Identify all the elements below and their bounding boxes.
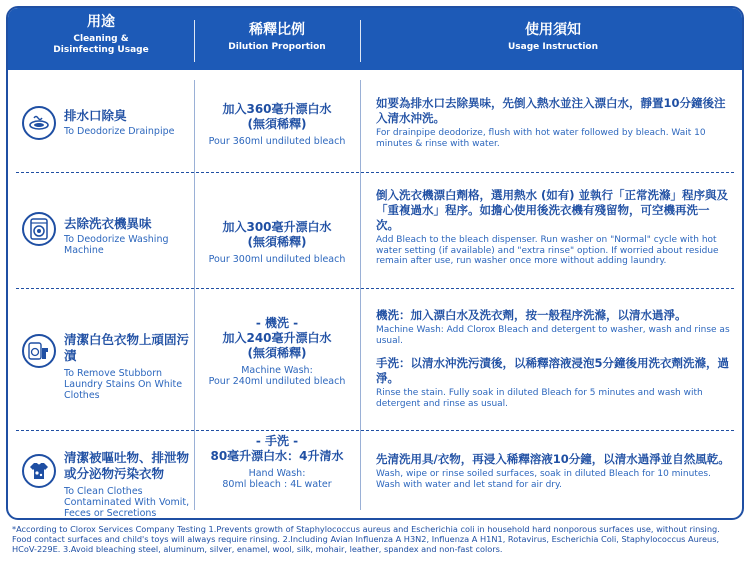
instruction-zh: 先清洗用具/衣物，再浸入稀釋溶液10分鐘，以清水過淨並自然風乾。 [376,452,730,466]
usage-title-en: To Deodorize Washing Machine [64,234,169,256]
table-row [8,432,742,520]
instruction-zh: 倒入洗衣機漂白劑格，選用熱水 (如有) 並執行「正常洗滌」程序與及「重複過水」程序。如擔心使用後洗衣機有殘留物，可空機再洗一次。 [376,188,729,232]
instruction-cell [376,188,732,267]
dilution-cell [194,220,360,265]
header-dilution-zh: 稀釋比例 [249,22,305,38]
dilution-en: Machine Wash: Pour 240ml undiluted bleach [208,365,346,387]
instruction-en: For drainpipe deodorize, flush with hot water followed by bleach. Wait 10 minutes & rinse with water. [376,128,706,149]
dilution-cell [194,316,360,387]
row-divider [16,288,734,289]
usage-title-zh: 清潔被嘔吐物、排泄物或分泌物污染衣物 [64,450,190,481]
table-row [8,174,742,294]
header-instruction-zh: 使用須知 [525,22,581,38]
header-instruction-en: Usage Instruction [508,42,598,52]
instruction-en: Machine Wash: Add Clorox Bleach and detergent to washer, wash and rinse as usual. [376,325,730,346]
dilution-en: Pour 360ml undiluted bleach [208,136,346,147]
row-divider [16,430,734,431]
table-header [8,8,742,70]
header-usage-en: Cleaning & Disinfecting Usage [53,34,149,55]
header-usage-zh: 用途 [87,14,115,30]
header-usage [8,8,194,70]
instruction-cell [376,452,732,490]
dilution-zh: - 手洗 - 80毫升漂白水：4升清水 [210,434,344,463]
instruction-en: Wash, wipe or rinse soiled surfaces, soak in diluted Bleach for 10 minutes. Wash with water and let stand for air dry. [376,469,711,490]
instruction-zh: 機洗：加入漂白水及洗衣劑，按一般程序洗滌，以清水過淨。 [376,308,687,322]
dilution-en: Hand Wash: 80ml bleach : 4L water [222,468,332,490]
dilution-en: Pour 300ml undiluted bleach [208,254,346,265]
table-row [8,290,742,428]
dilution-cell [194,102,360,147]
usage-title-en: To Clean Clothes Contaminated With Vomit, Feces or Secretions [64,486,190,519]
usage-title-zh: 去除洗衣機異味 [64,216,152,231]
usage-title-zh: 清潔白色衣物上頑固污漬 [64,332,190,363]
instruction-hand-wash-en: Rinse the stain. Fully soak in diluted Bleach for 5 minutes and wash with detergent and rinse as usual. [376,388,703,409]
stained-shirt-icon [22,454,56,488]
table-row [8,70,742,172]
instruction-hand-wash-zh: 手洗：以清水沖洗污漬後，以稀釋溶液浸泡5分鐘後用洗衣劑洗滌，過淨。 [376,356,729,385]
dilution-zh: - 機洗 - 加入240毫升漂白水 (無須稀釋) [222,316,332,360]
footnote: *According to Clorox Services Company Testing 1.Prevents growth of Staphylococcus aureus and Escherichia coli in household hard nonporous surfaces use, without rinsing. Food contact surfaces and child's toys will always require rinsing. 2.Including Avian Influenza A H3N2, Influenza A H1N1, Rotavirus, Escherichia Coli, Staphylococcus Aureus, HCoV-229E. 3.Avoid bleaching steel, aluminum, silver, enamel, wool, silk, mohair, leather, spandex and non-fast colors. [12,524,720,554]
instruction-zh: 如要為排水口去除異味，先倒入熱水並注入漂白水，靜置10分鐘後注入清水沖洗。 [376,96,726,125]
drain-icon [22,106,56,140]
instruction-en: Add Bleach to the bleach dispenser. Run washer on "Normal" cycle with hot water setting (if available) and "extra rinse" option. If worried about residue remain after use, run washer once more without adding laundry. [376,235,719,266]
header-dilution [194,8,360,70]
header-instruction [360,8,744,70]
usage-title-en: To Remove Stubborn Laundry Stains On White Clothes [64,368,183,401]
dilution-cell [194,434,360,490]
header-dilution-en: Dilution Proportion [228,42,326,52]
row-divider [16,172,734,173]
instruction-cell [376,308,732,409]
usage-table [6,6,744,520]
usage-title-zh: 排水口除臭 [64,108,127,123]
dilution-zh: 加入300毫升漂白水 (無須稀釋) [222,220,332,249]
instruction-cell [376,96,732,149]
usage-title-en: To Deodorize Drainpipe [64,126,175,137]
dilution-zh: 加入360毫升漂白水 (無須稀釋) [222,102,332,131]
washing-machine-icon [22,212,56,246]
laundry-icon [22,334,56,368]
